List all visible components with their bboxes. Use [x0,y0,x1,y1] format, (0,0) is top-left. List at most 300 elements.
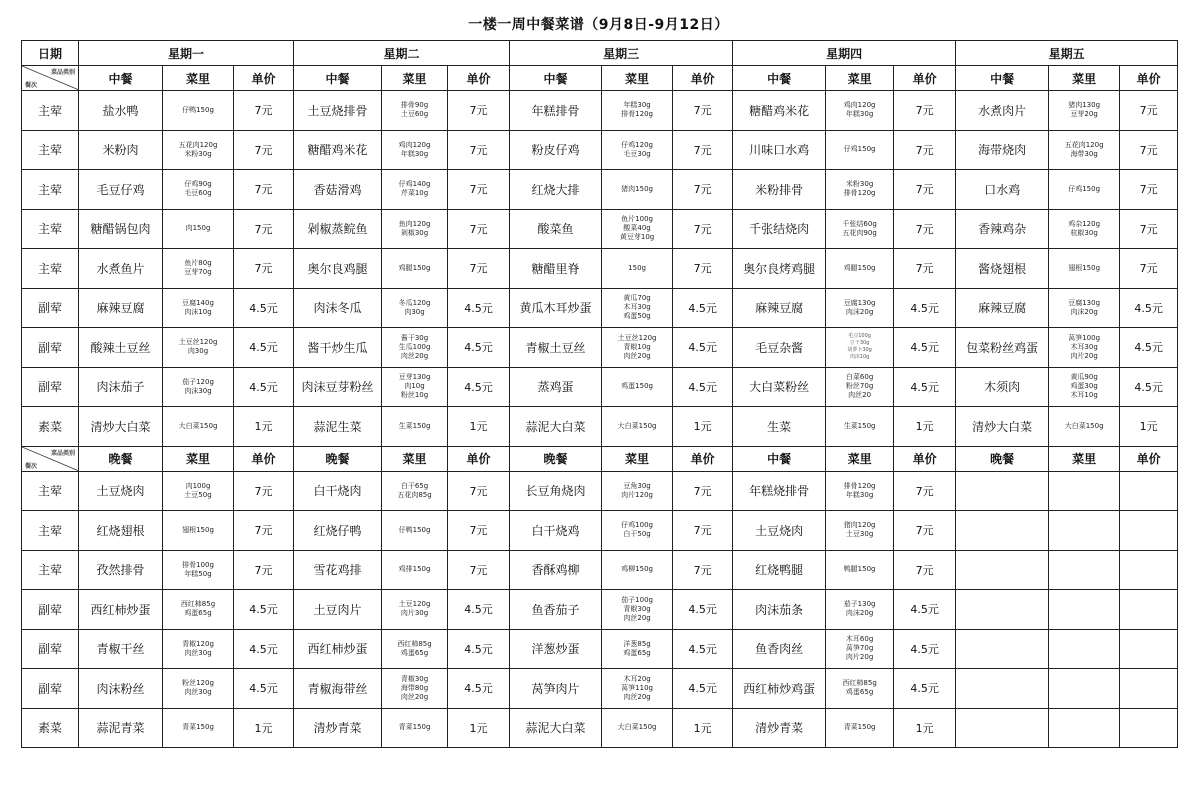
dish-name: 海带烧肉 [956,130,1049,170]
price-cell: 7元 [448,91,510,131]
price-cell: 7元 [673,471,733,511]
ingredient-line: 剁椒30g [400,228,429,237]
ingredient-line: 豆芽70g [184,268,212,277]
ingredient-line: 鸡蛋65g [623,648,651,657]
category-cell: 主荤 [22,91,79,131]
dish-name: 麻辣豆腐 [733,288,826,328]
ingredient-line: 胡萝卜30g [847,347,872,354]
dish-name: 酸辣土豆丝 [79,328,163,368]
dish-name: 水煮肉片 [956,91,1049,131]
dish-name: 口水鸡 [956,170,1049,210]
category-cell: 主荤 [22,209,79,249]
dish-name: 毛豆杂酱 [733,328,826,368]
ingredient-line: 木耳20g [623,674,651,683]
day-header-row [22,41,1178,66]
ingredient-line: 莴笋70g [845,644,874,653]
category-cell: 副荤 [22,367,79,407]
ingredient-line: 茄子100g [621,595,653,604]
ingredients-cell [382,471,448,511]
ingredient-line: 排骨120g [621,110,653,119]
ingredients-cell [382,288,448,328]
table-row [22,590,1178,630]
diagonal-header [22,447,78,471]
table-row [22,288,1178,328]
dish-name [956,629,1049,669]
dinner-column-header: 单价 [448,446,510,471]
price-cell: 4.5元 [894,288,956,328]
category-cell: 主荤 [22,471,79,511]
ingredient-line: 年糕30g [845,110,874,119]
price-cell: 4.5元 [673,669,733,709]
page-title: 一楼一周中餐菜谱（9月8日-9月12日） [468,17,729,33]
price-cell: 7元 [234,471,294,511]
ingredient-line: 鸡杂120g [1068,219,1101,228]
ingredients-cell [1049,249,1120,289]
price-cell: 7元 [1120,130,1178,170]
ingredient-line: 鸡蛋50g [623,312,651,321]
ingredient-line: 西红柿85g [180,600,216,609]
ingredients-cell [826,511,894,551]
corner-meal-label: 餐次 [25,82,38,89]
ingredients-cell [382,367,448,407]
dish-name: 米粉排骨 [733,170,826,210]
ingredient-line: 冬瓜120g [398,298,431,307]
dish-name [956,550,1049,590]
ingredient-line: 黄豆芽10g [619,233,655,242]
ingredient-line: 肉丝20g [400,692,429,701]
price-cell: 1元 [894,407,956,447]
dish-name: 千张结烧肉 [733,209,826,249]
price-cell: 4.5元 [234,367,294,407]
ingredients-cell [382,209,448,249]
dish-name: 蒜泥大白菜 [510,407,602,447]
ingredient-line: 白菜60g [845,373,874,382]
dish-name: 米粉肉 [79,130,163,170]
lunch-column-header: 菜里 [826,66,894,91]
ingredient-line: 猪肉130g [1068,101,1101,110]
day-header: 星期四 [733,41,956,66]
dish-name: 黄瓜木耳炒蛋 [510,288,602,328]
ingredients-cell [1049,288,1120,328]
table-row [22,170,1178,210]
ingredient-line: 豆芽20g [1070,110,1098,119]
dinner-column-header: 菜里 [602,446,673,471]
ingredient-line: 千张结60g [842,219,877,228]
ingredient-line: 芹菜10g [400,189,429,198]
ingredients-cell [163,471,234,511]
ingredients-cell [602,669,673,709]
ingredient-line: 豆角30g [623,481,651,490]
price-cell: 7元 [673,209,733,249]
ingredient-line: 肉沫10g [184,307,212,316]
dinner-column-header: 菜里 [826,446,894,471]
dish-name: 清炒大白菜 [79,407,163,447]
ingredient-line: 粉丝120g [182,679,214,688]
ingredient-line: 木耳30g [623,303,651,312]
ingredients-cell [382,407,448,447]
dinner-column-header: 中餐 [733,446,826,471]
price-cell: 7元 [673,249,733,289]
ingredient-line: 五花肉120g [1064,140,1104,149]
ingredient-line: 仔鸡90g [184,180,212,189]
lunch-corner-cell [22,66,79,91]
price-cell: 7元 [448,209,510,249]
ingredients-cell [163,288,234,328]
dish-name: 麻辣豆腐 [79,288,163,328]
ingredients-cell [826,288,894,328]
ingredients-cell [602,130,673,170]
ingredient-line: 年糕30g [400,149,429,158]
dish-name: 年糕烧排骨 [733,471,826,511]
price-cell: 7元 [234,91,294,131]
price-cell: 7元 [448,130,510,170]
dish-name [956,708,1049,748]
price-cell: 7元 [894,511,956,551]
table-row [22,130,1178,170]
ingredient-line: 大白菜150g [178,421,218,430]
ingredients-cell [602,471,673,511]
price-cell: 7元 [894,130,956,170]
ingredients-cell [602,249,673,289]
lunch-column-header: 单价 [1120,66,1178,91]
category-cell: 主荤 [22,130,79,170]
ingredient-line: 海带80g [400,683,429,692]
ingredient-line: 仔鸭150g [398,525,431,534]
dish-name: 清炒青菜 [294,708,382,748]
dinner-column-header: 菜里 [382,446,448,471]
ingredients-cell [826,590,894,630]
ingredients-cell [163,367,234,407]
ingredient-line: 莴笋110g [621,683,653,692]
dish-name: 酸菜鱼 [510,209,602,249]
ingredients-cell [1049,471,1120,511]
dish-name: 蒜泥青菜 [79,708,163,748]
dish-name [956,590,1049,630]
ingredient-line: 肉片120g [621,490,653,499]
dish-name: 肉沫茄子 [79,367,163,407]
ingredients-cell [163,511,234,551]
lunch-column-header: 中餐 [79,66,163,91]
ingredient-line: 大白菜150g [617,723,657,732]
table-row [22,471,1178,511]
ingredient-line: 白干65g [400,481,429,490]
category-cell: 副荤 [22,288,79,328]
dish-name: 麻辣豆腐 [956,288,1049,328]
ingredient-line: 鸡蛋65g [845,688,874,697]
ingredients-cell [1049,91,1120,131]
price-cell: 7元 [448,170,510,210]
diagonal-header [22,66,78,90]
ingredients-cell [826,669,894,709]
ingredient-line: 肉丝20g [623,613,651,622]
ingredient-line: 米粉30g [845,180,874,189]
price-cell: 4.5元 [234,629,294,669]
category-cell: 主荤 [22,550,79,590]
dinner-column-header: 晚餐 [294,446,382,471]
dish-name: 生菜 [733,407,826,447]
ingredient-line: 生菜150g [398,421,431,430]
price-cell: 4.5元 [234,288,294,328]
ingredient-line: 生瓜100g [398,342,431,351]
day-header: 星期二 [294,41,510,66]
ingredient-line: 鸡蛋65g [400,648,429,657]
corner-category-label: 菜品类别 [50,69,75,76]
ingredient-line: 毛豆30g [623,149,651,158]
dish-name: 蒸鸡蛋 [510,367,602,407]
dish-name: 水煮鱼片 [79,249,163,289]
dinner-column-header: 单价 [1120,446,1178,471]
ingredient-line: 仔鸡150g [1068,184,1101,193]
ingredient-line: 鸡蛋150g [621,382,653,391]
ingredient-line: 鸡柳150g [621,565,653,574]
ingredient-line: 肉丝30g [184,648,212,657]
ingredients-cell [382,629,448,669]
ingredient-line: 豆腐130g [1068,298,1101,307]
dish-name: 肉沫豆芽粉丝 [294,367,382,407]
corner-category-label: 菜品类别 [50,449,75,457]
price-cell: 4.5元 [448,367,510,407]
price-cell: 1元 [448,708,510,748]
dinner-column-header: 晚餐 [956,446,1049,471]
price-cell: 7元 [1120,249,1178,289]
price-cell: 7元 [1120,209,1178,249]
price-cell: 1元 [894,708,956,748]
price-cell: 4.5元 [673,629,733,669]
table-row [22,629,1178,669]
ingredient-line: 五花肉90g [842,228,877,237]
dish-name: 盐水鸭 [79,91,163,131]
dish-name: 蒜泥大白菜 [510,708,602,748]
dish-name [956,669,1049,709]
corner-meal-label: 餐次 [25,462,38,470]
ingredient-line: 木耳60g [845,635,874,644]
ingredient-line: 土豆丝120g [617,333,657,342]
dish-name: 剁椒蒸鲩鱼 [294,209,382,249]
table-row [22,550,1178,590]
dish-name: 糖醋锅包肉 [79,209,163,249]
ingredient-line: 肉沫30g [184,386,212,395]
ingredient-line: 肉150g [185,224,211,233]
table-row [22,669,1178,709]
dish-name: 红烧大排 [510,170,602,210]
category-cell: 副荤 [22,328,79,368]
ingredients-cell [1049,209,1120,249]
price-cell: 4.5元 [234,590,294,630]
ingredients-cell [1049,367,1120,407]
ingredients-cell [1049,550,1120,590]
ingredient-line: 五花肉120g [178,140,218,149]
ingredients-cell [163,590,234,630]
ingredient-line: 青椒10g [623,342,651,351]
ingredient-line: 杭椒30g [1070,228,1098,237]
ingredient-line: 豆腐130g [843,298,876,307]
ingredient-line: 年糕30g [845,490,874,499]
ingredients-cell [382,328,448,368]
table-row [22,511,1178,551]
category-cell: 主荤 [22,249,79,289]
dish-name: 酱干炒生瓜 [294,328,382,368]
ingredients-cell [602,328,673,368]
ingredients-cell [602,367,673,407]
ingredients-cell [1049,170,1120,210]
ingredients-cell [826,407,894,447]
ingredients-cell [826,249,894,289]
ingredients-cell [826,328,894,368]
ingredients-cell [163,550,234,590]
dish-name: 莴笋肉片 [510,669,602,709]
ingredient-line: 鸭腿150g [843,565,876,574]
price-cell: 4.5元 [1120,328,1178,368]
ingredient-line: 黄瓜70g [623,294,651,303]
ingredients-cell [382,170,448,210]
ingredient-line: 翅根150g [1068,263,1101,272]
dinner-column-header: 晚餐 [79,446,163,471]
price-cell: 4.5元 [673,328,733,368]
ingredient-line: 肉片20g [845,653,874,662]
ingredient-line: 鱼片100g [621,215,653,224]
ingredient-line: 茄子120g [182,377,214,386]
ingredients-cell [1049,328,1120,368]
dish-name: 洋葱炒蛋 [510,629,602,669]
ingredients-cell [382,708,448,748]
ingredients-cell [826,130,894,170]
price-cell: 4.5元 [448,629,510,669]
ingredients-cell [602,209,673,249]
ingredient-line: 肉100g [185,481,211,490]
dish-name: 土豆烧肉 [79,471,163,511]
ingredients-cell [1049,130,1120,170]
dish-name: 青椒干丝 [79,629,163,669]
ingredients-cell [602,708,673,748]
price-cell [1120,708,1178,748]
ingredient-line: 仔鸭150g [182,105,214,114]
ingredient-line: 肉丝20 [848,391,872,400]
price-cell: 1元 [234,407,294,447]
dish-name: 西红柿炒蛋 [79,590,163,630]
price-cell: 7元 [894,249,956,289]
lunch-column-header: 菜里 [602,66,673,91]
price-cell: 7元 [1120,170,1178,210]
dish-name: 粉皮仔鸡 [510,130,602,170]
dish-name [956,511,1049,551]
ingredient-line: 排骨120g [843,481,876,490]
dish-name: 包菜粉丝鸡蛋 [956,328,1049,368]
dish-name: 香菇滑鸡 [294,170,382,210]
category-cell: 主荤 [22,170,79,210]
ingredient-line: 青椒30g [623,604,651,613]
ingredient-line: 青椒30g [400,674,429,683]
ingredients-cell [1049,590,1120,630]
price-cell: 4.5元 [448,288,510,328]
price-cell: 4.5元 [448,328,510,368]
price-cell [1120,471,1178,511]
ingredient-line: 木耳30g [1070,342,1098,351]
ingredient-line: 年糕50g [184,569,212,578]
ingredient-line: 肉片30g [400,609,429,618]
ingredients-cell [826,170,894,210]
category-cell: 素菜 [22,407,79,447]
ingredient-line: 黄瓜90g [1070,373,1098,382]
ingredients-cell [382,249,448,289]
ingredient-line: 排骨90g [400,101,429,110]
price-cell: 7元 [234,170,294,210]
ingredient-line: 洋葱85g [623,639,651,648]
price-cell [1120,590,1178,630]
ingredient-line: 豆芽130g [398,373,431,382]
ingredient-line: 粉丝70g [845,382,874,391]
dinner-column-header: 菜里 [163,446,234,471]
ingredients-cell [1049,407,1120,447]
ingredient-line: 青椒120g [182,639,214,648]
price-cell: 7元 [448,550,510,590]
price-cell: 1元 [1120,407,1178,447]
ingredients-cell [382,91,448,131]
dish-name: 红烧鸭腿 [733,550,826,590]
dish-name: 肉沫茄条 [733,590,826,630]
ingredient-line: 鱼肉120g [398,219,431,228]
category-cell: 主荤 [22,511,79,551]
ingredient-line: 毛豆100g [848,333,871,340]
ingredients-cell [163,708,234,748]
ingredient-line: 肉10g [404,382,425,391]
dish-name: 木须肉 [956,367,1049,407]
dinner-column-header: 单价 [234,446,294,471]
price-cell: 7元 [234,550,294,590]
table-row [22,367,1178,407]
ingredient-line: 鸡腿150g [398,263,431,272]
ingredients-cell [602,288,673,328]
price-cell: 4.5元 [894,669,956,709]
price-cell: 1元 [673,708,733,748]
price-cell: 4.5元 [894,629,956,669]
ingredients-cell [602,407,673,447]
ingredient-line: 肉沫10g [849,354,870,361]
dinner-column-header: 菜里 [1049,446,1120,471]
price-cell: 4.5元 [1120,367,1178,407]
price-cell: 4.5元 [894,367,956,407]
ingredients-cell [163,130,234,170]
ingredients-cell [163,249,234,289]
ingredients-cell [826,471,894,511]
lunch-column-header-row [22,66,1178,91]
ingredients-cell [826,91,894,131]
ingredients-cell [602,590,673,630]
dish-name: 香酥鸡柳 [510,550,602,590]
ingredient-line: 白干50g [623,530,651,539]
dish-name: 蒜泥生菜 [294,407,382,447]
lunch-column-header: 中餐 [510,66,602,91]
ingredients-cell [602,170,673,210]
day-header: 星期三 [510,41,733,66]
dish-name: 年糕排骨 [510,91,602,131]
price-cell [1120,550,1178,590]
menu-table [21,40,1178,748]
ingredient-line: 肉沫20g [845,307,874,316]
ingredient-line: 五花肉85g [397,490,432,499]
dish-name: 白干烧鸡 [510,511,602,551]
lunch-column-header: 中餐 [733,66,826,91]
dish-name [956,471,1049,511]
table-row [22,209,1178,249]
ingredients-cell [163,407,234,447]
dish-name: 土豆肉片 [294,590,382,630]
ingredient-line: 土豆60g [400,110,429,119]
dish-name: 奥尔良鸡腿 [294,249,382,289]
price-cell: 4.5元 [673,367,733,407]
ingredient-line: 肉沫20g [1070,307,1098,316]
ingredient-line: 鸡肉120g [398,140,431,149]
price-cell [1120,511,1178,551]
